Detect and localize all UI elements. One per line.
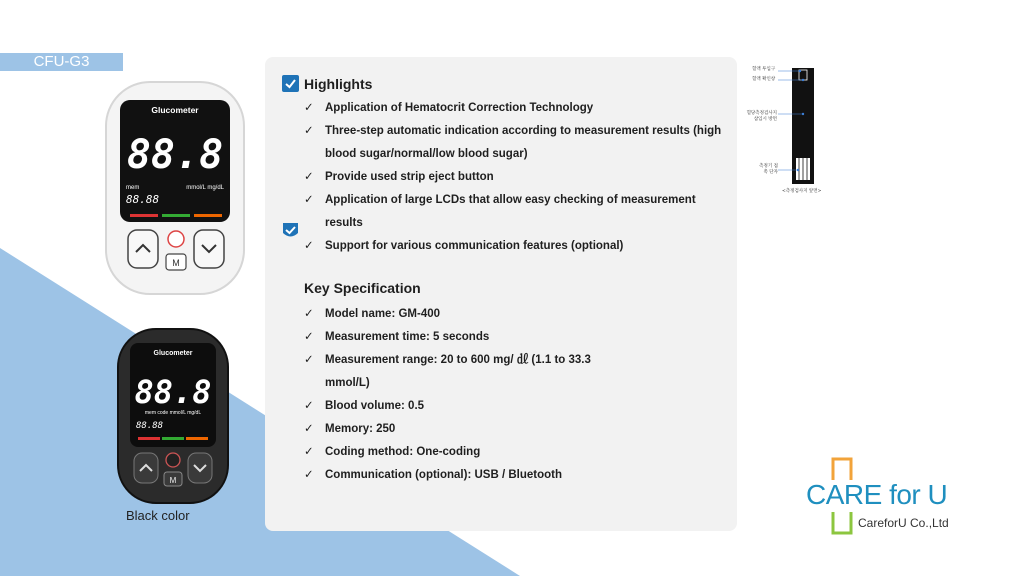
- highlights-title: Highlights: [304, 76, 373, 92]
- checkbox-icon: [282, 222, 299, 239]
- black-color-caption: Black color: [126, 508, 190, 523]
- black-lcd-small: 88.88: [136, 421, 164, 431]
- white-mem-label: mem: [126, 185, 140, 191]
- black-units: mem code mmol/L mg/dL: [144, 410, 202, 416]
- check-mark-icon: ✓: [304, 194, 314, 206]
- check-mark-icon: ✓: [304, 400, 314, 412]
- strip-label: 혈당측정검사지 삽입시 방면: [746, 111, 777, 122]
- highlight-item: ✓ Three-step automatic indication according to measurement results (high blood sugar/normal/low blood sugar): [304, 120, 729, 166]
- white-brand: Glucometer: [151, 105, 199, 115]
- highlight-item: ✓ Application of large LCDs that allow easy checking of measurement results: [304, 189, 729, 235]
- spec-item: ✓ Blood volume: 0.5: [304, 395, 729, 418]
- white-glucometer-image: [104, 78, 246, 296]
- check-mark-icon: ✓: [304, 308, 314, 320]
- highlight-item: ✓ Provide used strip eject button: [304, 166, 729, 189]
- check-mark-icon: ✓: [304, 354, 314, 366]
- model-tag: CFU-G3: [0, 53, 123, 71]
- spec-item: ✓ Coding method: One-coding: [304, 441, 729, 464]
- strip-label: 혈액 확인창: [752, 77, 776, 82]
- spec-item: ✓ Model name: GM-400: [304, 303, 729, 326]
- check-mark-icon: ✓: [304, 446, 314, 458]
- highlight-item: ✓ Application of Hematocrit Correction Technology: [304, 97, 729, 120]
- check-mark-icon: ✓: [304, 240, 314, 252]
- highlight-item: ✓ Support for various communication features (optional): [304, 235, 729, 258]
- check-mark-icon: ✓: [304, 423, 314, 435]
- logo-main-text: CARE for U: [806, 479, 948, 510]
- check-mark-icon: ✓: [304, 469, 314, 481]
- strip-label: 혈액 투입구: [752, 67, 776, 72]
- spec-item: ✓ Communication (optional): USB / Bluetooth: [304, 464, 729, 487]
- white-mode-button: M: [172, 258, 180, 268]
- black-mode-button: M: [169, 476, 177, 485]
- black-glucometer-image: [116, 325, 230, 505]
- white-lcd-digits: 88.8: [126, 132, 224, 178]
- white-lcd-small: 88.88: [126, 193, 160, 206]
- test-strip-diagram: [740, 62, 840, 202]
- check-mark-icon: ✓: [304, 102, 314, 114]
- key-spec-title: Key Specification: [304, 280, 421, 296]
- spec-item: ✓ Measurement time: 5 seconds: [304, 326, 729, 349]
- strip-caption: <측정검사지 앞면>: [782, 189, 822, 194]
- white-units: mmol/L mg/dL: [186, 185, 224, 191]
- strip-label: 측정기 접촉 단자: [759, 164, 778, 175]
- logo-company-text: CareforU Co.,Ltd: [858, 516, 949, 530]
- check-mark-icon: ✓: [304, 171, 314, 183]
- check-mark-icon: ✓: [304, 125, 314, 137]
- black-brand: Glucometer: [153, 350, 193, 357]
- spec-item: ✓ Measurement range: 20 to 600 mg/ ㎗ (1.1 to 33.3 mmol/L): [304, 349, 634, 395]
- checkbox-icon: [282, 75, 299, 92]
- black-lcd-digits: 88.8: [134, 373, 212, 411]
- check-mark-icon: ✓: [304, 331, 314, 343]
- spec-item: ✓ Memory: 250: [304, 418, 729, 441]
